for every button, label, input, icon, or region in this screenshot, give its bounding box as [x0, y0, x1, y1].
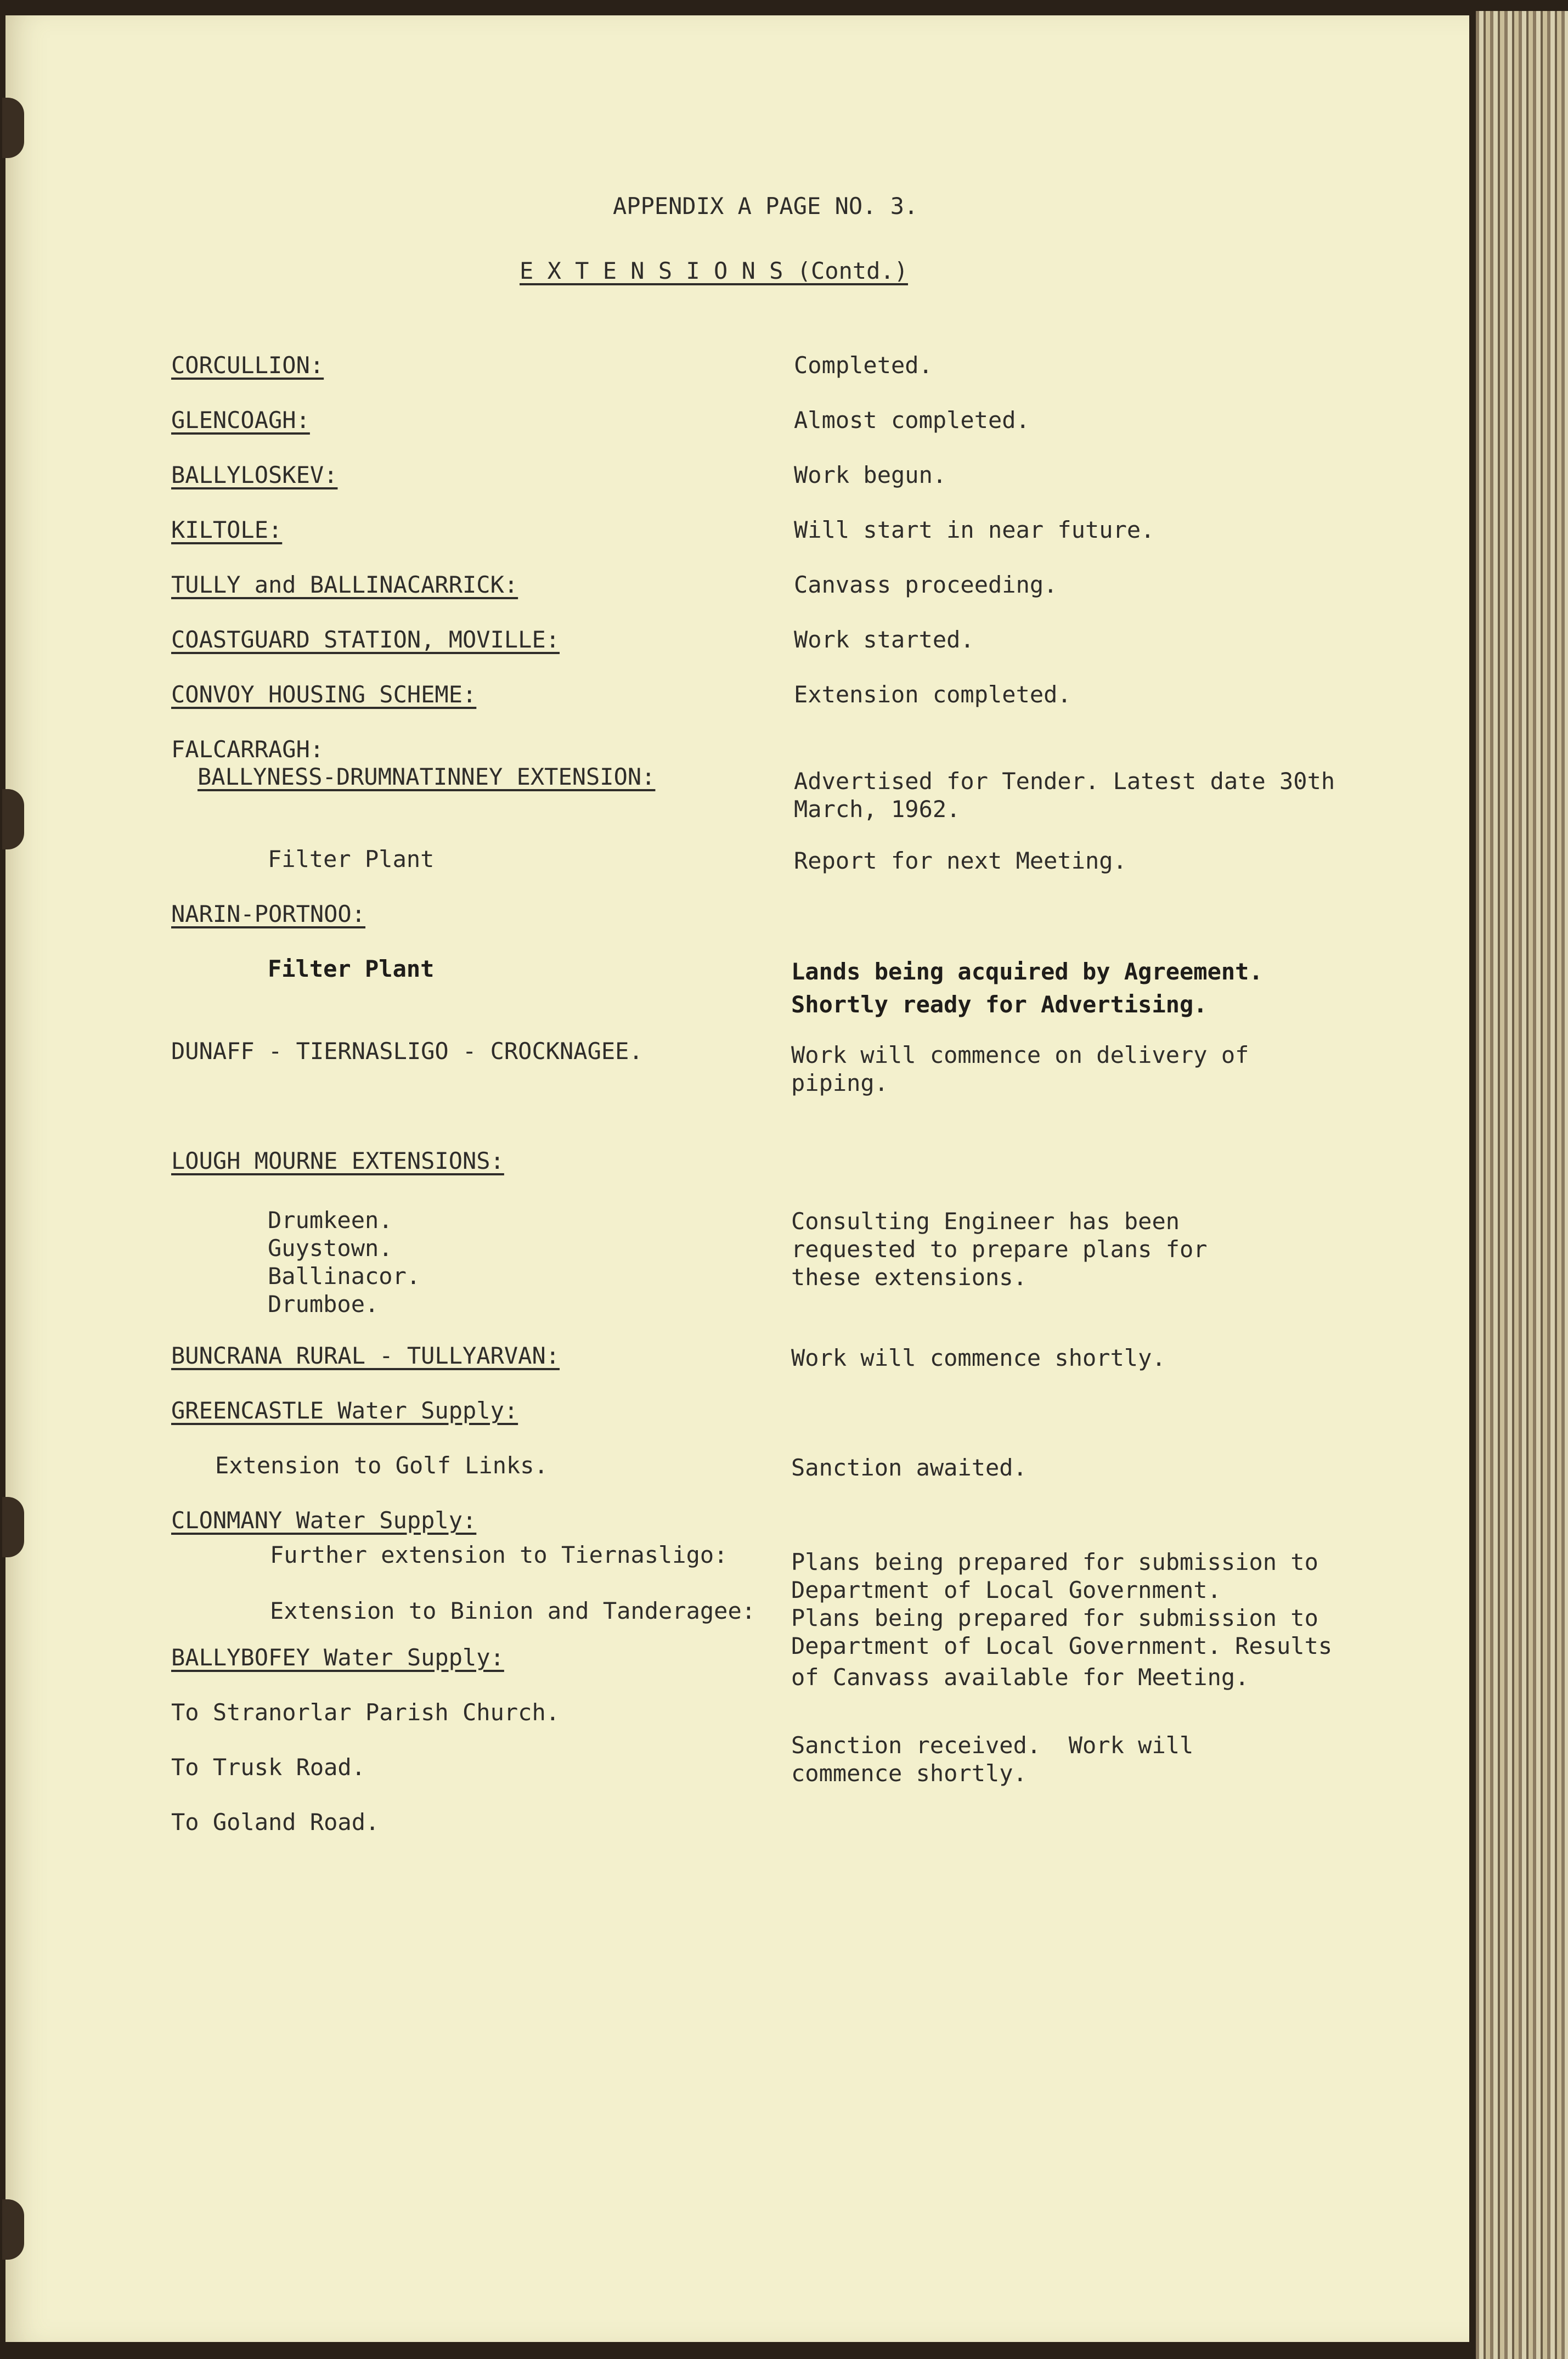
ballybofey-item: To Goland Road.: [171, 1809, 380, 1836]
appendix-heading: APPENDIX A PAGE NO. 3.: [613, 193, 918, 219]
clonmany-label: CLONMANY Water Supply:: [171, 1507, 477, 1534]
page-title: E X T E N S I O N S (Contd.): [520, 257, 909, 284]
filter-plant-label: Filter Plant: [268, 846, 435, 872]
binder-ring: [2, 98, 24, 158]
entry-status: Work started.: [794, 626, 974, 653]
entry-status: Almost completed.: [794, 407, 1030, 433]
entry-label: GLENCOAGH:: [171, 407, 310, 433]
clonmany-status: Department of Local Government. Results: [791, 1632, 1333, 1659]
lough-mourne-status: these extensions.: [791, 1264, 1027, 1291]
entry-label: BALLYLOSKEV:: [171, 461, 338, 488]
place-name: Ballinacor.: [268, 1263, 421, 1290]
place-name: Drumkeen.: [268, 1207, 393, 1234]
entry-status: Work begun.: [794, 461, 947, 488]
lough-mourne-status: Consulting Engineer has been: [791, 1208, 1180, 1235]
buncrana-status: Work will commence shortly.: [791, 1344, 1166, 1371]
ballybofey-item: To Trusk Road.: [171, 1754, 366, 1781]
narin-status: Lands being acquired by Agreement.: [791, 958, 1263, 985]
falcarragh-label: FALCARRAGH:: [171, 736, 324, 763]
entry-label: TULLY and BALLINACARRICK:: [171, 571, 518, 598]
entry-label: COASTGUARD STATION, MOVILLE:: [171, 626, 560, 653]
ballybofey-item: To Stranorlar Parish Church.: [171, 1699, 560, 1726]
entry-label: CORCULLION:: [171, 352, 324, 379]
falcarragh-status: Advertised for Tender. Latest date 30th: [794, 768, 1335, 795]
narin-status: Shortly ready for Advertising.: [791, 991, 1208, 1018]
narin-label: NARIN-PORTNOO:: [171, 900, 366, 927]
filter-plant-label: Filter Plant: [268, 955, 435, 982]
ballybofey-label: BALLYBOFEY Water Supply:: [171, 1644, 504, 1671]
clonmany-status: Plans being prepared for submission to: [791, 1604, 1318, 1631]
place-name: Guystown.: [268, 1235, 393, 1262]
place-name: Drumboe.: [268, 1291, 379, 1318]
falcarragh-sub-label: BALLYNESS-DRUMNATINNEY EXTENSION:: [198, 763, 656, 790]
falcarragh-status: March, 1962.: [794, 796, 961, 823]
dunaff-status: piping.: [791, 1069, 889, 1096]
greencastle-item: Extension to Golf Links.: [215, 1452, 548, 1479]
clonmany-status: Department of Local Government.: [791, 1577, 1221, 1603]
lough-mourne-status: requested to prepare plans for: [791, 1236, 1208, 1263]
clonmany-status: Plans being prepared for submission to: [791, 1549, 1318, 1575]
greencastle-status: Sanction awaited.: [791, 1454, 1027, 1481]
entry-status: Will start in near future.: [794, 516, 1155, 543]
filter-plant-status: Report for next Meeting.: [794, 847, 1127, 874]
clonmany-item: Extension to Binion and Tanderagee:: [270, 1597, 756, 1624]
greencastle-label: GREENCASTLE Water Supply:: [171, 1397, 518, 1424]
binder-ring: [2, 2199, 24, 2260]
ballybofey-status: commence shortly.: [791, 1760, 1027, 1787]
entry-status: Canvass proceeding.: [794, 571, 1058, 598]
dunaff-status: Work will commence on delivery of: [791, 1041, 1249, 1068]
binder-ring: [2, 789, 24, 849]
clonmany-status: of Canvass available for Meeting.: [791, 1664, 1249, 1691]
binding-edge: [1476, 11, 1568, 2359]
entry-status: Extension completed.: [794, 681, 1071, 708]
entry-status: Completed.: [794, 352, 933, 379]
lough-mourne-label: LOUGH MOURNE EXTENSIONS:: [171, 1147, 504, 1174]
buncrana-label: BUNCRANA RURAL - TULLYARVAN:: [171, 1342, 560, 1369]
binder-ring: [2, 1497, 24, 1557]
entry-label: CONVOY HOUSING SCHEME:: [171, 681, 477, 708]
dunaff-label: DUNAFF - TIERNASLIGO - CROCKNAGEE.: [171, 1038, 643, 1065]
entry-label: KILTOLE:: [171, 516, 283, 543]
document-page: [5, 15, 1469, 2342]
clonmany-item: Further extension to Tiernasligo:: [270, 1541, 728, 1568]
ballybofey-status: Sanction received. Work will: [791, 1732, 1194, 1759]
